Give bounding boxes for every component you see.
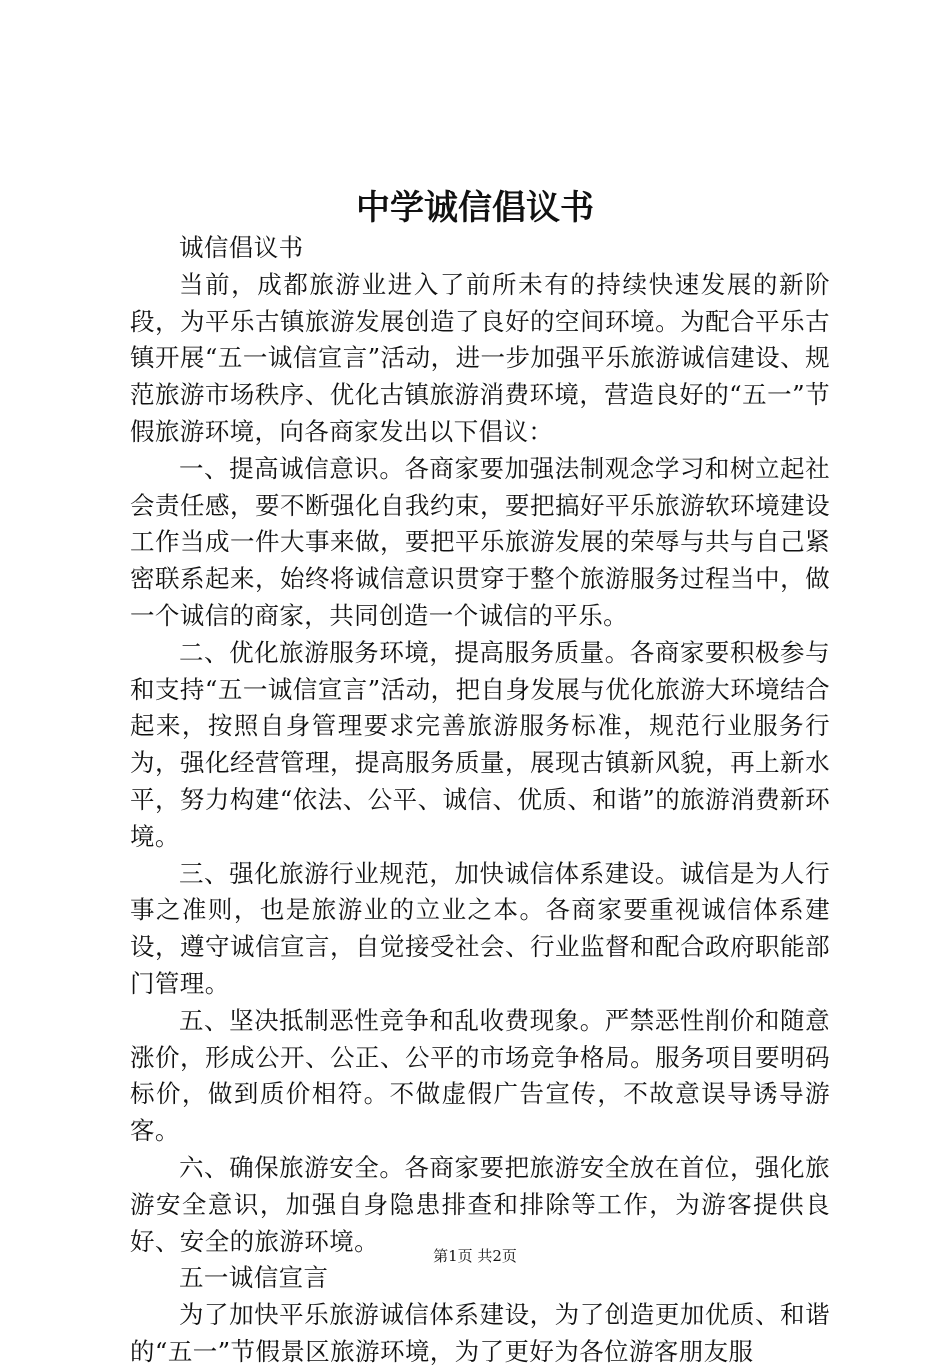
- paragraph-item-1: 一、提高诚信意识。各商家要加强法制观念学习和树立起社会责任感，要不断强化自我约束，要把搞好平乐旅游软环境建设工作当成一件大事来做，要把平乐旅游发展的荣辱与共与自己紧密联系起来，始终将诚信意识贯穿于整个旅游服务过程当中，做一个诚信的商家，共同创造一个诚信的平乐。: [130, 453, 830, 630]
- paragraph-section-heading: 五一诚信宣言: [179, 1263, 329, 1293]
- document-title: 中学诚信倡议书: [356, 188, 594, 228]
- paragraph-subtitle: 诚信倡议书: [179, 233, 304, 262]
- paragraph-declaration: 为了加快平乐旅游诚信体系建设，为了创造更加优质、和谐的“五一”节假景区旅游环境，为了更好为各位游客朋友服: [130, 1300, 830, 1366]
- paragraph-item-5: 五、坚决抵制恶性竞争和乱收费现象。严禁恶性削价和随意涨价，形成公开、公正、公平的市场竞争格局。服务项目要明码标价，做到质价相符。不做虚假广告宣传，不故意误导诱导游客。: [130, 1005, 830, 1146]
- paragraph-intro: 当前，成都旅游业进入了前所未有的持续快速发展的新阶段，为平乐古镇旅游发展创造了良好的空间环境。为配合平乐古镇开展“五一诚信宣言”活动，进一步加强平乐旅游诚信建设、规范旅游市场秩序、优化古镇旅游消费环境，营造良好的“五一”节假旅游环境，向各商家发出以下倡议：: [130, 269, 830, 446]
- paragraph-item-3: 三、强化旅游行业规范，加快诚信体系建设。诚信是为人行事之准则，也是旅游业的立业之本。各商家要重视诚信体系建设，遵守诚信宣言，自觉接受社会、行业监督和配合政府职能部门管理。: [130, 858, 830, 998]
- paragraph-item-2: 二、优化旅游服务环境，提高服务质量。各商家要积极参与和支持“五一诚信宣言”活动，把自身发展与优化旅游大环境结合起来，按照自身管理要求完善旅游服务标准，规范行业服务行为，强化经营管理，提高服务质量，展现古镇新风貌，再上新水平，努力构建“依法、公平、诚信、优质、和谐”的旅游消费新环境。: [130, 637, 830, 851]
- document-body: [130, 230, 830, 1371]
- page-number-footer: 第1页 共2页: [433, 1247, 517, 1265]
- paragraph-item-6: 六、确保旅游安全。各商家要把旅游安全放在首位，强化旅游安全意识，加强自身隐患排查和排除等工作，为游客提供良好、安全的旅游环境。: [130, 1152, 830, 1256]
